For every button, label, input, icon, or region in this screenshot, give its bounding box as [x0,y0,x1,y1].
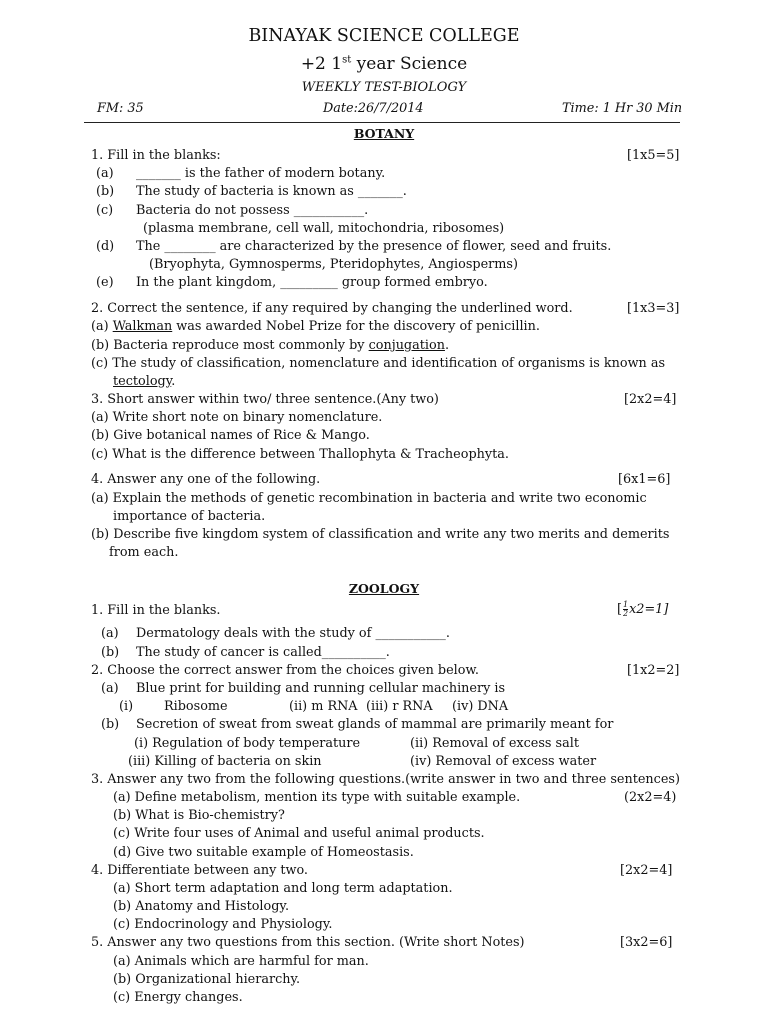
college-name: BINAYAK SCIENCE COLLEGE [248,26,520,46]
botany-title: BOTANY [353,126,415,141]
q1-e-text: In the plant kingdom, _________ group formed embryo. [136,275,488,290]
q1-b-label: (b) [96,184,115,199]
z2-b-opt-i: (i) Regulation of body temperature [134,736,361,751]
zoology-title: ZOOLOGY [348,581,420,596]
z1-a-text: Dermatology deals with the study of ___________. [136,626,450,641]
z2-b-opt-iii: (iii) Killing of bacteria on skin [128,754,322,769]
zoology-q5-marks: [3x2=6] [620,935,673,950]
botany-q1: 1. Fill in the blanks: [91,148,221,163]
q4-a: (a) Explain the methods of genetic recombination in bacteria and write two economic [91,491,647,506]
botany-q4: 4. Answer any one of the following. [91,472,321,487]
z3-b: (b) What is Bio-chemistry? [113,808,285,823]
q1-c-label: (c) [96,203,114,218]
half-fraction: $\frac{1}{2}$ [623,600,629,618]
z2-a-opt-i: (i) [119,699,134,714]
zoology-q5: 5. Answer any two questions from this section. (Write short Notes) [91,935,525,950]
z2-a-opt-iii: (iii) r RNA [366,699,433,714]
q2-c: (c) The study of classification, nomenclature and identification of organisms is known as [91,356,666,371]
z5-c: (c) Energy changes. [113,990,243,1005]
zoology-q1-marks: [ $\frac{1}{2}$ x2=1] [617,600,669,618]
z2-a-opt-i-text: Ribosome [164,699,228,714]
exam-date: Date:26/7/2014 [323,101,424,116]
zoology-q2: 2. Choose the correct answer from the choices given below. [91,663,479,678]
z1-a-label: (a) [101,626,119,641]
z2-b-opt-iv: (iv) Removal of excess water [410,754,597,769]
zoology-q4-marks: [2x2=4] [620,863,673,878]
q2-c-cont: tectology. [113,374,176,389]
botany-q3-marks: [2x2=4] [624,392,677,407]
q2-b: (b) Bacteria reproduce most commonly by conjugation. [91,338,450,353]
header-divider [84,122,680,123]
q1-d-label: (d) [96,239,115,254]
zoology-q3: 3. Answer any two from the following questions.(write answer in two and three sentences) [91,772,680,787]
z3-c: (c) Write four uses of Animal and useful animal products. [113,826,485,841]
z1-b-text: The study of cancer is called__________. [136,645,390,660]
q4-a-cont: importance of bacteria. [113,509,266,524]
q1-d-text: The ________ are characterized by the presence of flower, seed and fruits. [136,239,612,254]
botany-q2-marks: [1x3=3] [627,301,680,316]
q1-c-text: Bacteria do not possess ___________. [136,203,369,218]
z5-b: (b) Organizational hierarchy. [113,972,301,987]
z4-b: (b) Anatomy and Histology. [113,899,290,914]
z2-b-opt-ii: (ii) Removal of excess salt [410,736,579,751]
z2-a-opt-ii: (ii) m RNA [289,699,358,714]
z3-a: (a) Define metabolism, mention its type with suitable example. [113,790,521,805]
z2-a-label: (a) [101,681,119,696]
botany-q3: 3. Short answer within two/ three sentence.(Any two) [91,392,439,407]
q1-a-text: _______ is the father of modern botany. [136,166,386,181]
q1-a-label: (a) [96,166,114,181]
full-marks: FM: 35 [97,101,144,116]
z2-b-text: Secretion of sweat from sweat glands of mammal are primarily meant for [136,717,614,732]
z2-a-opt-iv: (iv) DNA [452,699,509,714]
z3-d: (d) Give two suitable example of Homeostasis. [113,845,414,860]
zoology-q1: 1. Fill in the blanks. [91,603,221,618]
q3-b: (b) Give botanical names of Rice & Mango. [91,428,370,443]
z2-b-label: (b) [101,717,120,732]
botany-q2: 2. Correct the sentence, if any required by changing the underlined word. [91,301,573,316]
exam-time: Time: 1 Hr 30 Min [562,101,683,116]
zoology-q4: 4. Differentiate between any two. [91,863,309,878]
z2-a-text: Blue print for building and running cellular machinery is [136,681,506,696]
zoology-q2-marks: [1x2=2] [627,663,680,678]
q3-a: (a) Write short note on binary nomenclature. [91,410,383,425]
z4-a: (a) Short term adaptation and long term adaptation. [113,881,453,896]
q1-b-text: The study of bacteria is known as _______. [136,184,407,199]
botany-q1-marks: [1x5=5] [627,148,680,163]
zoology-q3-marks: (2x2=4) [624,790,677,805]
q4-b: (b) Describe five kingdom system of classification and write any two merits and demerits [91,527,670,542]
q4-b-cont: from each. [109,545,179,560]
class-title: +2 1st year Science [300,54,468,74]
q2-a: (a) Walkman was awarded Nobel Prize for the discovery of penicillin. [91,319,540,334]
q1-c-choices: (plasma membrane, cell wall, mitochondria, ribosomes) [143,221,505,236]
z1-b-label: (b) [101,645,120,660]
botany-q4-marks: [6x1=6] [618,472,671,487]
q1-d-choices: (Bryophyta, Gymnosperms, Pteridophytes, Angiosperms) [149,257,518,272]
z5-a: (a) Animals which are harmful for man. [113,954,369,969]
z4-c: (c) Endocrinology and Physiology. [113,917,333,932]
test-title: WEEKLY TEST-BIOLOGY [301,80,467,95]
q3-c: (c) What is the difference between Thallophyta & Tracheophyta. [91,447,509,462]
q1-e-label: (e) [96,275,114,290]
